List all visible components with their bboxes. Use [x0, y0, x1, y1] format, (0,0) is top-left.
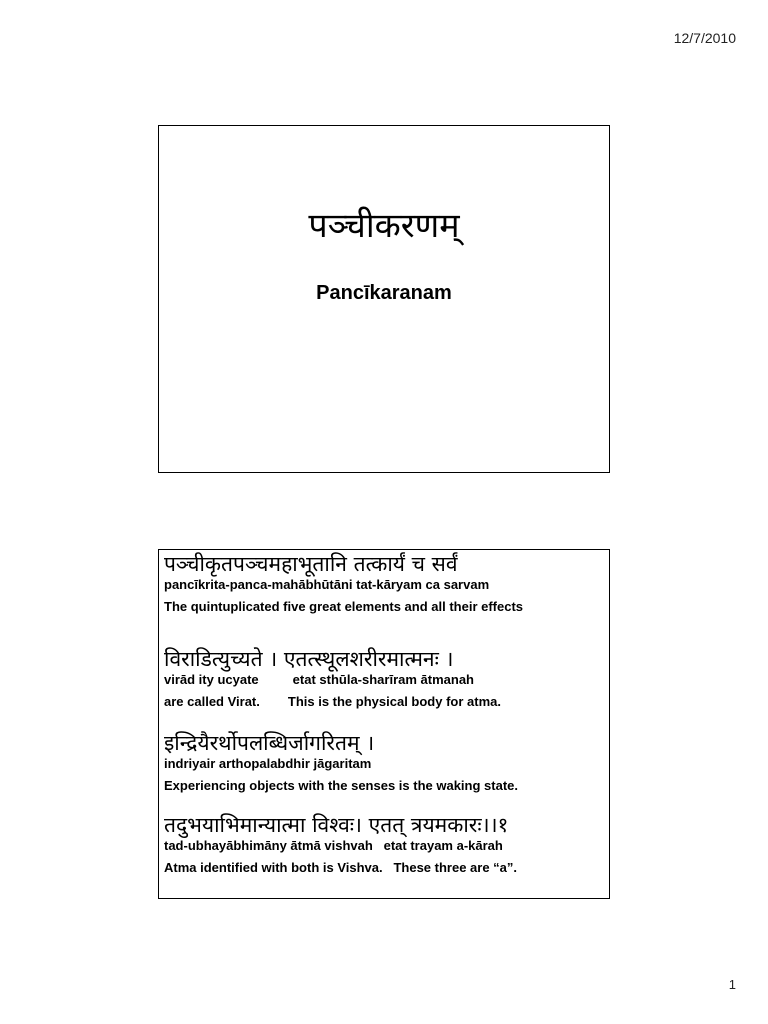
verse-2-translation-part-b: This is the physical body for atma.	[287, 694, 501, 709]
verse-1-translation: The quintuplicated five great elements and all their effects	[164, 599, 524, 614]
verse-1-devanagari: पञ्चीकृतपञ्चमहाभूतानि तत्कार्यं च सर्वं	[164, 552, 458, 576]
verse-4-transliteration: tad-ubhayābhimāny ātmā vishvah etat trayam a-kārah	[164, 838, 503, 853]
date: 12/7/2010	[673, 30, 736, 46]
title-slide	[158, 125, 610, 473]
verse-2-translation-part-a: are called Virat.	[164, 694, 260, 709]
verse-2-devanagari: विराडित्युच्यते । एतत्स्थूलशरीरमात्मनः ।	[164, 647, 454, 671]
verse-3-devanagari: इन्द्रियैरर्थोपलब्धिर्जागरितम् ।	[164, 731, 375, 755]
page-number: 1	[728, 977, 736, 992]
verse-2-translation	[164, 694, 605, 710]
verse-3-transliteration: indriyair arthopalabdhir jāgaritam	[164, 756, 372, 771]
title-devanagari: पञ्चीकरणम्	[308, 206, 460, 246]
verse-4-devanagari: तदुभयाभिमान्यात्मा विश्वः। एतत् त्रयमकारः।।१	[164, 813, 509, 837]
verse-2	[164, 646, 605, 710]
verse-2-transliteration-part-a: virād ity ucyate	[164, 672, 259, 687]
verse-slide	[158, 549, 610, 899]
verse-3-translation: Experiencing objects with the senses is the waking state.	[164, 778, 518, 793]
verse-2-transliteration	[164, 672, 605, 688]
verse-4-translation: Atma identified with both is Vishva. These three are “a”.	[164, 860, 518, 875]
verse-1	[164, 551, 605, 615]
title-latin: Pancīkaranam	[316, 282, 452, 304]
verse-4	[164, 812, 605, 876]
verse-3	[164, 730, 605, 794]
verse-2-transliteration-part-b: etat sthūla-sharīram ātmanah	[292, 672, 474, 687]
verse-1-transliteration: pancīkrita-panca-mahābhūtāni tat-kāryam ca sarvam	[164, 577, 490, 592]
